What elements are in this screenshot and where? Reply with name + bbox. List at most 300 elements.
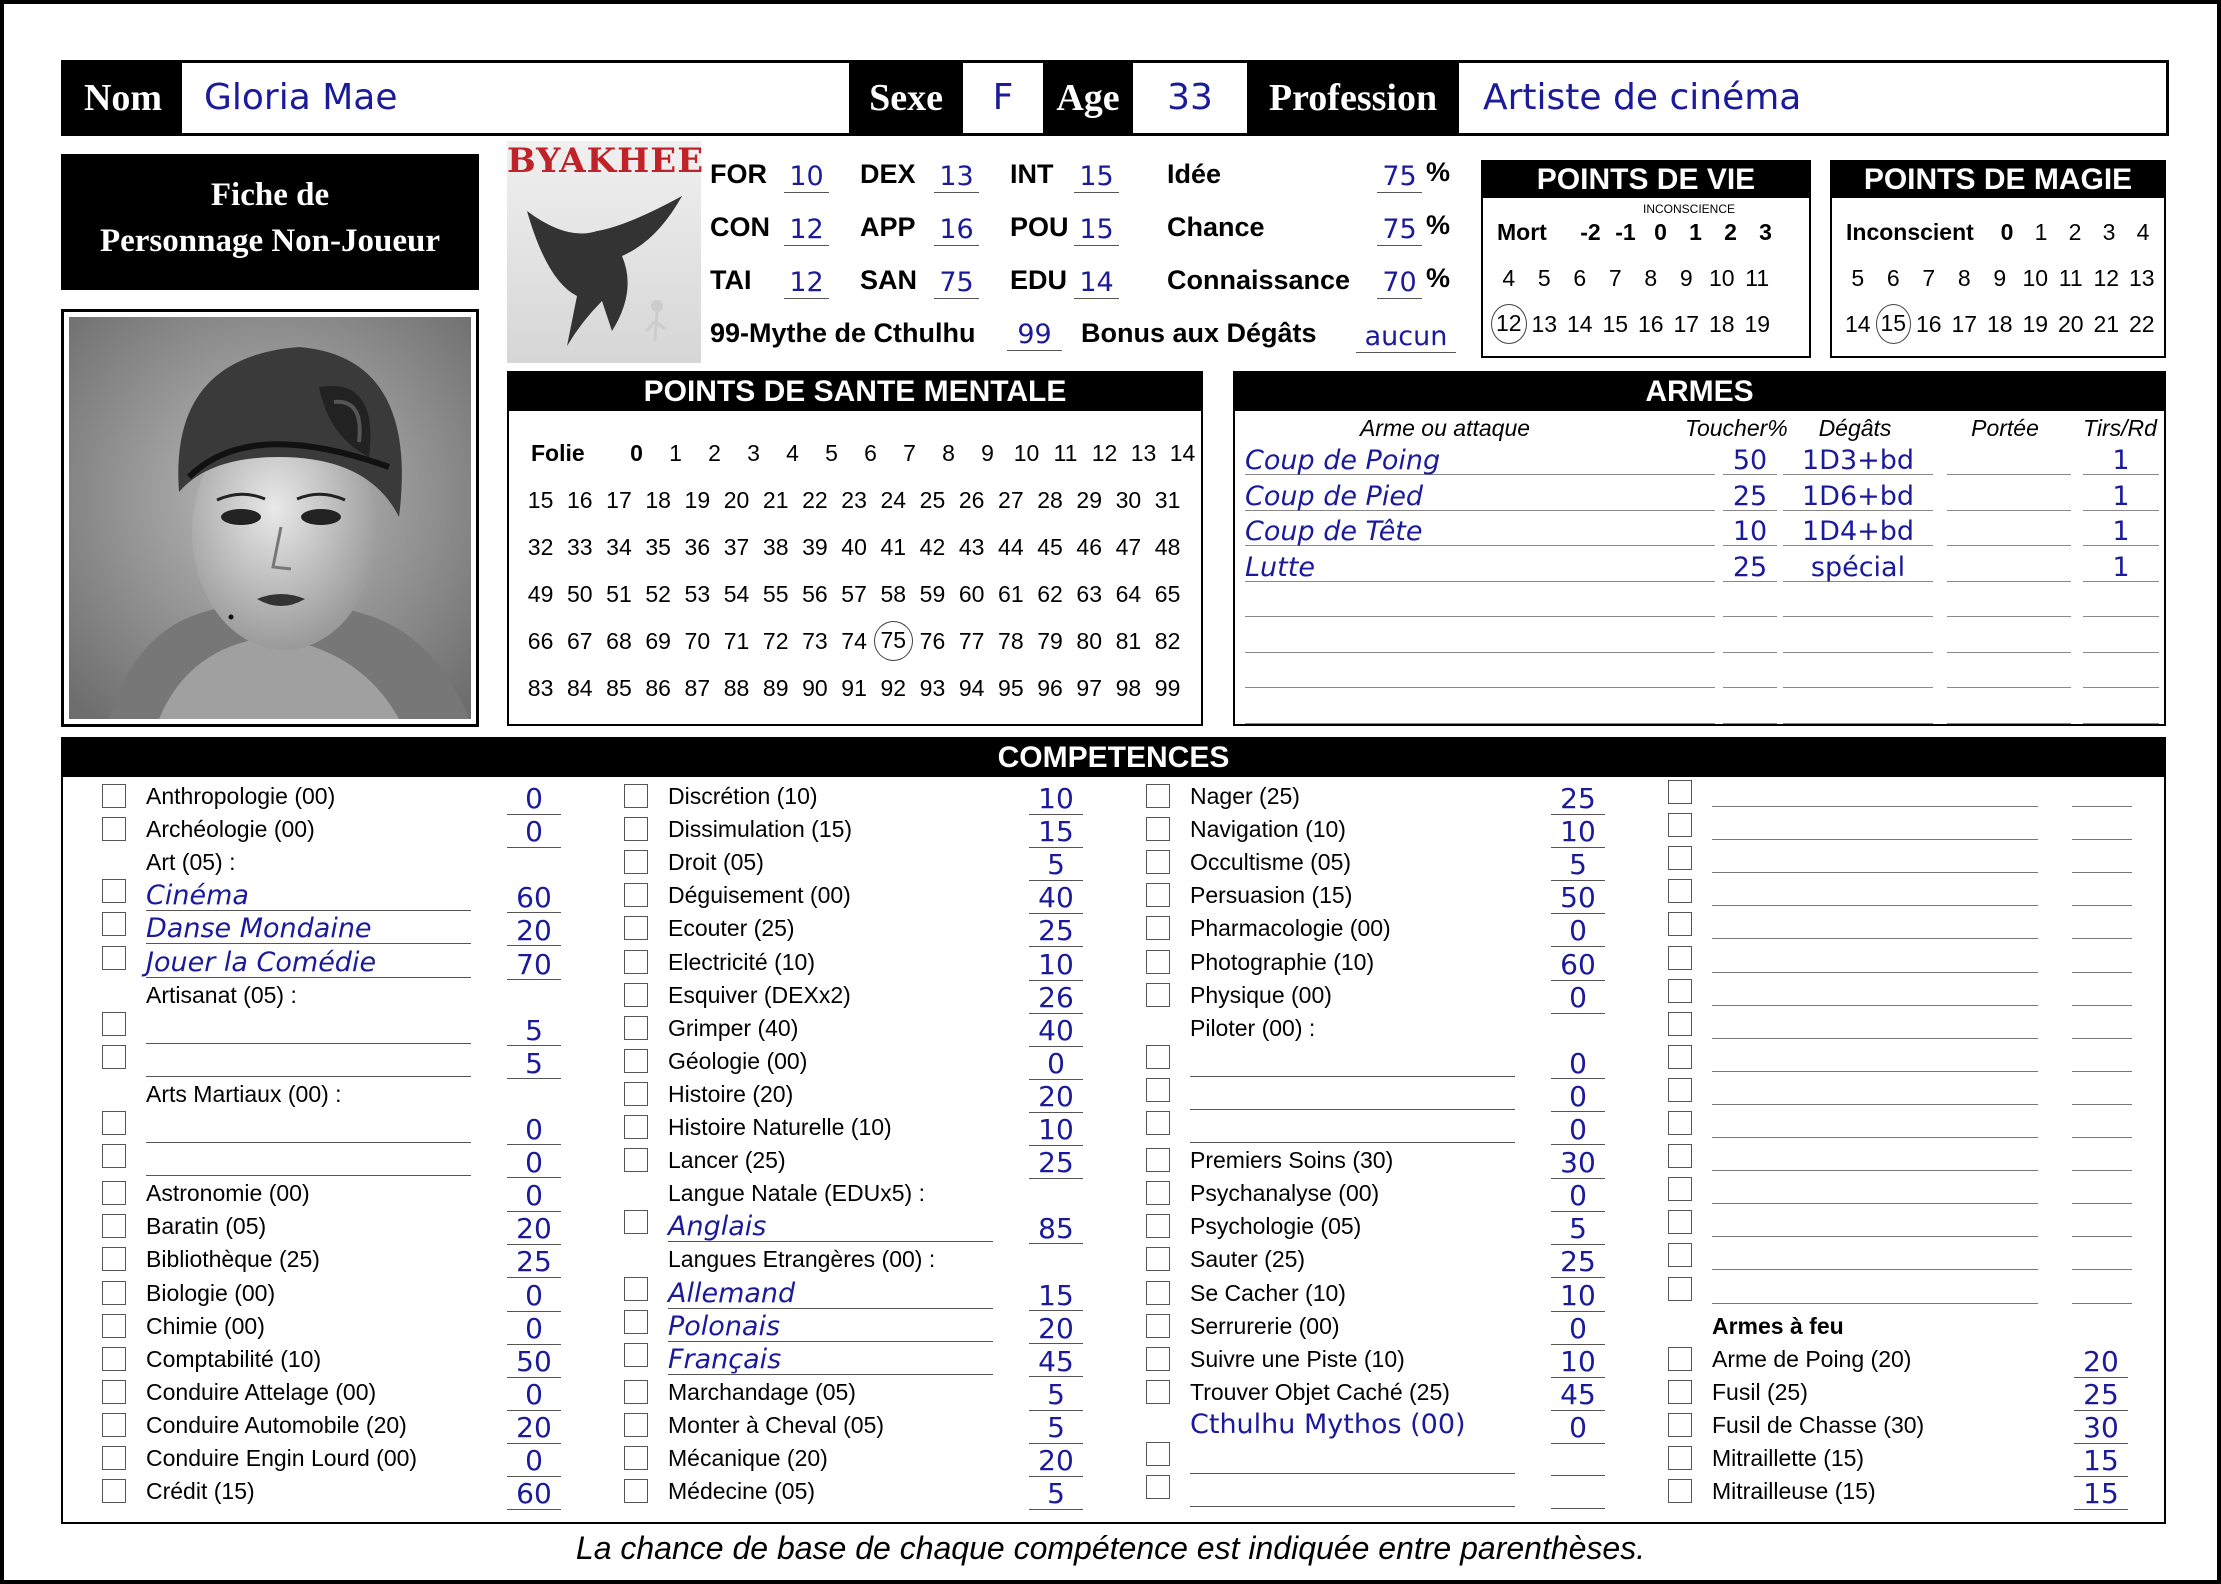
armes-cell[interactable] xyxy=(2083,658,2159,688)
san-number[interactable]: 56 xyxy=(802,581,828,607)
san-number[interactable]: 55 xyxy=(762,581,789,607)
san-number[interactable]: 49 xyxy=(527,581,554,607)
skill-value[interactable]: 25 xyxy=(1551,784,1605,815)
skill-value[interactable]: 5 xyxy=(1029,1380,1083,1411)
skill-checkbox[interactable] xyxy=(624,1148,648,1172)
pv-number[interactable]: 9 xyxy=(1679,265,1693,291)
pm-number[interactable]: 16 xyxy=(1915,311,1942,337)
skill-checkbox[interactable] xyxy=(1146,1045,1170,1069)
san-number[interactable]: 25 xyxy=(919,487,946,513)
san-number[interactable]: 72 xyxy=(762,628,789,654)
skill-checkbox[interactable] xyxy=(1146,1214,1170,1238)
san-number[interactable]: 57 xyxy=(841,581,867,607)
skill-checkbox[interactable] xyxy=(1668,1144,1692,1168)
san-number[interactable]: 98 xyxy=(1115,675,1142,701)
derived-value[interactable]: 75 xyxy=(1377,215,1422,246)
san-number[interactable]: 51 xyxy=(606,581,632,607)
stat-value-for[interactable]: 10 xyxy=(784,162,829,193)
san-number[interactable]: 74 xyxy=(841,628,867,654)
san-number[interactable]: 69 xyxy=(645,628,671,654)
san-number[interactable]: 68 xyxy=(606,628,632,654)
armes-cell[interactable] xyxy=(1245,623,1715,653)
armes-cell[interactable]: spécial xyxy=(1783,552,1933,582)
skill-value[interactable]: 26 xyxy=(1029,983,1083,1014)
san-number[interactable]: 91 xyxy=(841,675,867,701)
pv-number[interactable]: 2 xyxy=(1724,219,1737,245)
skill-checkbox[interactable] xyxy=(1668,846,1692,870)
san-number[interactable]: 78 xyxy=(998,628,1024,654)
skill-checkbox[interactable] xyxy=(102,1413,126,1437)
pm-number[interactable]: 5 xyxy=(1851,265,1865,291)
skill-value[interactable]: 0 xyxy=(1551,916,1605,947)
pm-number[interactable]: 15 xyxy=(1876,304,1912,344)
pv-number[interactable]: 10 xyxy=(1708,265,1735,291)
skill-checkbox[interactable] xyxy=(102,1479,126,1503)
pv-number[interactable]: 16 xyxy=(1637,311,1664,337)
san-number[interactable]: 34 xyxy=(606,534,632,560)
pv-number[interactable]: 6 xyxy=(1573,265,1587,291)
san-number[interactable]: 30 xyxy=(1115,487,1142,513)
skill-checkbox[interactable] xyxy=(1668,946,1692,970)
san-number[interactable]: 95 xyxy=(998,675,1024,701)
blank-skill-value-line[interactable] xyxy=(2072,1071,2132,1072)
san-number[interactable]: 32 xyxy=(527,534,554,560)
blank-skill-line[interactable] xyxy=(1712,872,2038,873)
san-number[interactable]: 63 xyxy=(1076,581,1103,607)
san-number[interactable]: 96 xyxy=(1037,675,1063,701)
san-number[interactable]: 86 xyxy=(645,675,671,701)
pv-number[interactable]: 8 xyxy=(1644,265,1658,291)
skill-value[interactable]: 45 xyxy=(1029,1347,1083,1377)
san-number[interactable]: 19 xyxy=(684,487,711,513)
armes-cell[interactable]: Coup de Tête xyxy=(1245,516,1715,546)
skill-value[interactable]: 20 xyxy=(507,1214,561,1245)
skill-value[interactable]: 0 xyxy=(507,817,561,848)
skill-value[interactable]: 0 xyxy=(507,1115,561,1145)
pm-number[interactable]: 6 xyxy=(1886,265,1900,291)
san-number[interactable]: 21 xyxy=(762,487,789,513)
skill-checkbox[interactable] xyxy=(1668,1479,1692,1503)
skill-value[interactable]: 20 xyxy=(507,1413,561,1444)
skill-checkbox[interactable] xyxy=(1668,1347,1692,1371)
san-number[interactable]: 53 xyxy=(684,581,711,607)
skill-value[interactable]: 45 xyxy=(1551,1380,1605,1411)
armes-cell[interactable]: Lutte xyxy=(1245,552,1715,582)
san-number[interactable]: 41 xyxy=(880,534,907,560)
skill-checkbox[interactable] xyxy=(102,1446,126,1470)
skill-checkbox[interactable] xyxy=(102,1181,126,1205)
blank-skill-value-line[interactable] xyxy=(2072,1170,2132,1171)
skill-checkbox[interactable] xyxy=(1668,1210,1692,1234)
blank-skill-line[interactable] xyxy=(1712,1269,2038,1270)
san-number[interactable]: 85 xyxy=(606,675,632,701)
skill-value[interactable]: 0 xyxy=(507,1314,561,1345)
san-number[interactable]: 28 xyxy=(1037,487,1063,513)
skill-checkbox[interactable] xyxy=(624,950,648,974)
pm-number[interactable]: 12 xyxy=(2093,265,2120,291)
armes-cell[interactable] xyxy=(1723,658,1777,688)
skill-value[interactable]: 20 xyxy=(2074,1347,2128,1378)
san-number[interactable]: 23 xyxy=(841,487,867,513)
skill-value[interactable]: 10 xyxy=(1029,784,1083,815)
skill-checkbox[interactable] xyxy=(102,817,126,841)
blank-skill-value-line[interactable] xyxy=(2072,1104,2132,1105)
pv-number[interactable]: 4 xyxy=(1502,265,1516,291)
skill-value[interactable]: 0 xyxy=(1551,1413,1605,1444)
pm-number[interactable]: 18 xyxy=(1986,311,2013,337)
skill-checkbox[interactable] xyxy=(624,850,648,874)
armes-cell[interactable]: Coup de Poing xyxy=(1245,445,1715,475)
skill-checkbox[interactable] xyxy=(102,1247,126,1271)
skill-checkbox[interactable] xyxy=(624,817,648,841)
stat-value-app[interactable]: 16 xyxy=(934,215,979,246)
armes-cell[interactable] xyxy=(1723,587,1777,617)
skill-value[interactable]: 0 xyxy=(1551,1082,1605,1112)
skill-value[interactable]: 5 xyxy=(507,1049,561,1079)
custom-skill-field[interactable] xyxy=(1190,1113,1515,1143)
pm-number[interactable]: 14 xyxy=(1844,311,1871,337)
pv-number[interactable]: 7 xyxy=(1608,265,1622,291)
armes-cell[interactable] xyxy=(1723,623,1777,653)
blank-skill-line[interactable] xyxy=(1712,938,2038,939)
skill-checkbox[interactable] xyxy=(1146,1281,1170,1305)
pv-number[interactable]: 1 xyxy=(1689,219,1702,245)
skill-value[interactable]: 30 xyxy=(2074,1413,2128,1444)
pm-number[interactable]: 19 xyxy=(2022,311,2049,337)
san-number[interactable]: 67 xyxy=(566,628,593,654)
skill-value[interactable]: 0 xyxy=(1551,1049,1605,1079)
san-number[interactable]: 84 xyxy=(566,675,593,701)
skill-checkbox[interactable] xyxy=(102,946,126,970)
blank-skill-value-line[interactable] xyxy=(2072,872,2132,873)
custom-skill-field[interactable] xyxy=(1190,1477,1515,1507)
blank-skill-line[interactable] xyxy=(1712,806,2038,807)
skill-checkbox[interactable] xyxy=(1668,1413,1692,1437)
custom-skill-field[interactable] xyxy=(146,1014,471,1044)
san-number[interactable]: 88 xyxy=(723,675,750,701)
san-number[interactable]: 87 xyxy=(684,675,711,701)
skill-value[interactable]: 10 xyxy=(1551,1281,1605,1312)
skill-value[interactable]: 85 xyxy=(1029,1214,1083,1244)
san-number[interactable]: 47 xyxy=(1115,534,1142,560)
pv-number[interactable]: 11 xyxy=(1745,265,1770,291)
skill-checkbox[interactable] xyxy=(102,912,126,936)
san-number[interactable]: 70 xyxy=(684,628,711,654)
skill-value[interactable]: 10 xyxy=(1029,950,1083,981)
san-number[interactable]: 44 xyxy=(998,534,1024,560)
blank-skill-line[interactable] xyxy=(1712,1303,2038,1304)
skill-value[interactable]: 5 xyxy=(1029,1479,1083,1510)
san-number[interactable]: 79 xyxy=(1037,628,1063,654)
armes-cell[interactable] xyxy=(1245,694,1715,724)
skill-value[interactable]: 60 xyxy=(1551,950,1605,981)
san-number[interactable]: 40 xyxy=(841,534,867,560)
pm-number[interactable]: 3 xyxy=(2102,219,2116,245)
armes-cell[interactable] xyxy=(1947,623,2071,653)
skill-checkbox[interactable] xyxy=(1146,950,1170,974)
skill-checkbox[interactable] xyxy=(1146,1078,1170,1102)
pm-number[interactable]: 17 xyxy=(1951,311,1978,337)
blank-skill-line[interactable] xyxy=(1712,905,2038,906)
san-number[interactable]: 58 xyxy=(880,581,907,607)
skill-value[interactable]: 5 xyxy=(1551,850,1605,881)
pv-number[interactable]: -1 xyxy=(1615,219,1636,245)
skill-checkbox[interactable] xyxy=(1146,983,1170,1007)
san-number[interactable]: 18 xyxy=(645,487,671,513)
skill-checkbox[interactable] xyxy=(624,1446,648,1470)
san-number[interactable]: 48 xyxy=(1154,534,1181,560)
skill-checkbox[interactable] xyxy=(1146,1314,1170,1338)
san-number[interactable]: 17 xyxy=(606,487,632,513)
san-number[interactable]: 4 xyxy=(786,440,799,466)
bonus-value[interactable]: aucun xyxy=(1356,322,1456,353)
san-number[interactable]: 3 xyxy=(747,440,760,466)
skill-value[interactable]: 0 xyxy=(1551,983,1605,1014)
san-number[interactable]: 33 xyxy=(566,534,593,560)
san-number[interactable]: 39 xyxy=(802,534,828,560)
san-number[interactable]: 13 xyxy=(1130,440,1157,466)
armes-cell[interactable]: 1D6+bd xyxy=(1783,481,1933,511)
armes-cell[interactable] xyxy=(1783,658,1933,688)
san-number[interactable]: 45 xyxy=(1037,534,1063,560)
skill-value[interactable]: 50 xyxy=(1551,883,1605,914)
san-number[interactable]: 16 xyxy=(566,487,593,513)
skill-checkbox[interactable] xyxy=(102,1214,126,1238)
blank-skill-line[interactable] xyxy=(1712,1236,2038,1237)
skill-checkbox[interactable] xyxy=(1668,879,1692,903)
skill-value[interactable]: 60 xyxy=(507,883,561,913)
armes-cell[interactable]: 1 xyxy=(2083,552,2159,582)
san-number[interactable]: 7 xyxy=(903,440,916,466)
skill-value[interactable]: 20 xyxy=(1029,1082,1083,1113)
blank-skill-value-line[interactable] xyxy=(2072,1303,2132,1304)
custom-skill-field[interactable] xyxy=(1190,1444,1515,1474)
san-number[interactable]: 31 xyxy=(1154,487,1181,513)
san-number[interactable]: 52 xyxy=(645,581,671,607)
skill-value[interactable]: 15 xyxy=(2074,1446,2128,1477)
armes-cell[interactable]: 1D4+bd xyxy=(1783,516,1933,546)
san-number[interactable]: 15 xyxy=(527,487,554,513)
profession-field[interactable]: Artiste de cinéma xyxy=(1483,77,1802,118)
pm-number[interactable]: 10 xyxy=(2022,265,2049,291)
skill-value[interactable]: 10 xyxy=(1551,817,1605,848)
skill-checkbox[interactable] xyxy=(102,879,126,903)
armes-cell[interactable] xyxy=(1245,658,1715,688)
stat-value-pou[interactable]: 15 xyxy=(1074,215,1119,246)
blank-skill-value-line[interactable] xyxy=(2072,1269,2132,1270)
san-number[interactable]: 59 xyxy=(919,581,946,607)
skill-checkbox[interactable] xyxy=(1668,780,1692,804)
skill-checkbox[interactable] xyxy=(1146,1247,1170,1271)
skill-checkbox[interactable] xyxy=(102,1380,126,1404)
skill-value[interactable] xyxy=(1551,1479,1605,1509)
custom-skill-field[interactable]: Polonais xyxy=(668,1312,993,1342)
armes-cell[interactable] xyxy=(1723,694,1777,724)
skill-value[interactable] xyxy=(1551,1446,1605,1476)
skill-checkbox[interactable] xyxy=(1668,1380,1692,1404)
san-number[interactable]: 66 xyxy=(527,628,554,654)
san-number[interactable]: 60 xyxy=(958,581,985,607)
skill-checkbox[interactable] xyxy=(624,1082,648,1106)
san-number[interactable]: 35 xyxy=(645,534,671,560)
skill-value[interactable]: 0 xyxy=(1551,1181,1605,1212)
skill-checkbox[interactable] xyxy=(1146,1380,1170,1404)
skill-value[interactable]: 60 xyxy=(507,1479,561,1510)
custom-skill-field[interactable]: Anglais xyxy=(668,1212,993,1242)
san-number[interactable]: 37 xyxy=(723,534,750,560)
skill-value[interactable]: 5 xyxy=(1029,1413,1083,1444)
san-number[interactable]: 62 xyxy=(1037,581,1063,607)
armes-cell[interactable] xyxy=(1783,623,1933,653)
san-number[interactable]: 80 xyxy=(1076,628,1103,654)
blank-skill-line[interactable] xyxy=(1712,1104,2038,1105)
san-number[interactable]: 81 xyxy=(1115,628,1142,654)
san-number[interactable]: 65 xyxy=(1154,581,1181,607)
san-number[interactable]: 92 xyxy=(880,675,907,701)
custom-skill-field[interactable] xyxy=(1190,1047,1515,1077)
blank-skill-value-line[interactable] xyxy=(2072,1137,2132,1138)
armes-cell[interactable]: 25 xyxy=(1723,552,1777,582)
skill-value[interactable]: 0 xyxy=(1029,1049,1083,1080)
armes-cell[interactable] xyxy=(2083,587,2159,617)
skill-checkbox[interactable] xyxy=(102,784,126,808)
custom-skill-field[interactable]: Français xyxy=(668,1345,993,1375)
armes-cell[interactable] xyxy=(1783,694,1933,724)
skill-value[interactable]: 25 xyxy=(1029,1148,1083,1179)
armes-cell[interactable] xyxy=(1947,445,2071,475)
blank-skill-value-line[interactable] xyxy=(2072,1236,2132,1237)
pv-number[interactable]: 19 xyxy=(1744,311,1771,337)
skill-value[interactable]: 0 xyxy=(507,1148,561,1178)
pm-number[interactable]: 9 xyxy=(1993,265,2007,291)
skill-value[interactable]: 0 xyxy=(507,784,561,815)
san-number[interactable]: 36 xyxy=(684,534,711,560)
pv-number[interactable]: 15 xyxy=(1602,311,1629,337)
skill-checkbox[interactable] xyxy=(1146,850,1170,874)
skill-value[interactable]: 25 xyxy=(507,1247,561,1278)
pv-number[interactable]: 5 xyxy=(1537,265,1551,291)
san-number[interactable]: 12 xyxy=(1091,440,1118,466)
skill-value[interactable]: 15 xyxy=(1029,1281,1083,1311)
armes-cell[interactable] xyxy=(2083,694,2159,724)
skill-value[interactable]: 30 xyxy=(1551,1148,1605,1179)
skill-checkbox[interactable] xyxy=(102,1144,126,1168)
san-number[interactable]: 26 xyxy=(958,487,985,513)
skill-checkbox[interactable] xyxy=(1668,912,1692,936)
skill-value[interactable]: 50 xyxy=(507,1347,561,1378)
blank-skill-line[interactable] xyxy=(1712,1005,2038,1006)
skill-value[interactable]: 10 xyxy=(1551,1347,1605,1378)
pv-number[interactable]: 12 xyxy=(1491,304,1527,344)
skill-checkbox[interactable] xyxy=(1668,1012,1692,1036)
armes-cell[interactable]: 10 xyxy=(1723,516,1777,546)
san-number[interactable]: 43 xyxy=(958,534,985,560)
skill-checkbox[interactable] xyxy=(624,1210,648,1234)
skill-checkbox[interactable] xyxy=(1146,817,1170,841)
skill-checkbox[interactable] xyxy=(1668,1045,1692,1069)
san-number[interactable]: 71 xyxy=(723,628,750,654)
skill-value[interactable]: 20 xyxy=(1029,1314,1083,1344)
stat-value-san[interactable]: 75 xyxy=(934,268,979,299)
san-number[interactable]: 82 xyxy=(1154,628,1181,654)
pv-number[interactable]: -2 xyxy=(1580,219,1601,245)
pv-number[interactable]: 17 xyxy=(1673,311,1700,337)
san-number[interactable]: 1 xyxy=(669,440,682,466)
skill-value[interactable]: 40 xyxy=(1029,1016,1083,1047)
san-number[interactable]: 75 xyxy=(874,621,913,661)
skill-value[interactable]: 0 xyxy=(507,1380,561,1411)
armes-cell[interactable]: 1 xyxy=(2083,445,2159,475)
pm-number[interactable]: 4 xyxy=(2136,219,2150,245)
armes-cell[interactable]: Coup de Pied xyxy=(1245,481,1715,511)
san-number[interactable]: 14 xyxy=(1169,440,1196,466)
skill-value[interactable]: 25 xyxy=(1029,916,1083,947)
san-number[interactable]: 20 xyxy=(723,487,750,513)
san-number[interactable]: 90 xyxy=(802,675,828,701)
skill-checkbox[interactable] xyxy=(102,1281,126,1305)
skill-value[interactable]: 70 xyxy=(507,950,561,980)
san-number[interactable]: 29 xyxy=(1076,487,1103,513)
skill-checkbox[interactable] xyxy=(624,916,648,940)
skill-value[interactable]: 40 xyxy=(1029,883,1083,914)
skill-checkbox[interactable] xyxy=(624,883,648,907)
skill-checkbox[interactable] xyxy=(1146,784,1170,808)
san-number[interactable]: 97 xyxy=(1076,675,1103,701)
san-number[interactable]: 54 xyxy=(723,581,750,607)
skill-value[interactable]: 0 xyxy=(507,1281,561,1312)
skill-value[interactable]: 10 xyxy=(1029,1115,1083,1146)
armes-cell[interactable] xyxy=(1947,658,2071,688)
armes-cell[interactable]: 1 xyxy=(2083,481,2159,511)
skill-checkbox[interactable] xyxy=(102,1111,126,1135)
blank-skill-line[interactable] xyxy=(1712,1170,2038,1171)
san-number[interactable]: 10 xyxy=(1013,440,1040,466)
skill-checkbox[interactable] xyxy=(624,1343,648,1367)
armes-cell[interactable] xyxy=(1947,694,2071,724)
skill-checkbox[interactable] xyxy=(1668,813,1692,837)
skill-checkbox[interactable] xyxy=(1668,1078,1692,1102)
skill-checkbox[interactable] xyxy=(1146,1148,1170,1172)
pv-number[interactable]: 13 xyxy=(1531,311,1558,337)
skill-checkbox[interactable] xyxy=(1668,1277,1692,1301)
blank-skill-line[interactable] xyxy=(1712,1203,2038,1204)
armes-cell[interactable] xyxy=(1245,587,1715,617)
san-number[interactable]: 46 xyxy=(1076,534,1103,560)
skill-checkbox[interactable] xyxy=(1146,883,1170,907)
san-number[interactable]: 77 xyxy=(958,628,985,654)
armes-cell[interactable]: 1 xyxy=(2083,516,2159,546)
skill-value[interactable]: 0 xyxy=(1551,1314,1605,1345)
san-number[interactable]: 83 xyxy=(527,675,554,701)
skill-checkbox[interactable] xyxy=(1668,1446,1692,1470)
san-number[interactable]: 0 xyxy=(630,440,643,466)
pm-number[interactable]: 13 xyxy=(2128,265,2155,291)
skill-checkbox[interactable] xyxy=(624,1016,648,1040)
blank-skill-value-line[interactable] xyxy=(2072,839,2132,840)
custom-skill-field[interactable] xyxy=(146,1113,471,1143)
san-number[interactable]: 8 xyxy=(942,440,955,466)
skill-value[interactable]: 0 xyxy=(1551,1115,1605,1145)
pm-number[interactable]: 7 xyxy=(1922,265,1936,291)
skill-value[interactable]: 0 xyxy=(507,1446,561,1477)
stat-value-edu[interactable]: 14 xyxy=(1074,268,1119,299)
skill-value[interactable]: 15 xyxy=(2074,1479,2128,1510)
armes-cell[interactable] xyxy=(2083,623,2159,653)
san-number[interactable]: 27 xyxy=(998,487,1024,513)
blank-skill-value-line[interactable] xyxy=(2072,1005,2132,1006)
san-number[interactable]: 42 xyxy=(919,534,946,560)
pm-number[interactable]: 1 xyxy=(2034,219,2048,245)
